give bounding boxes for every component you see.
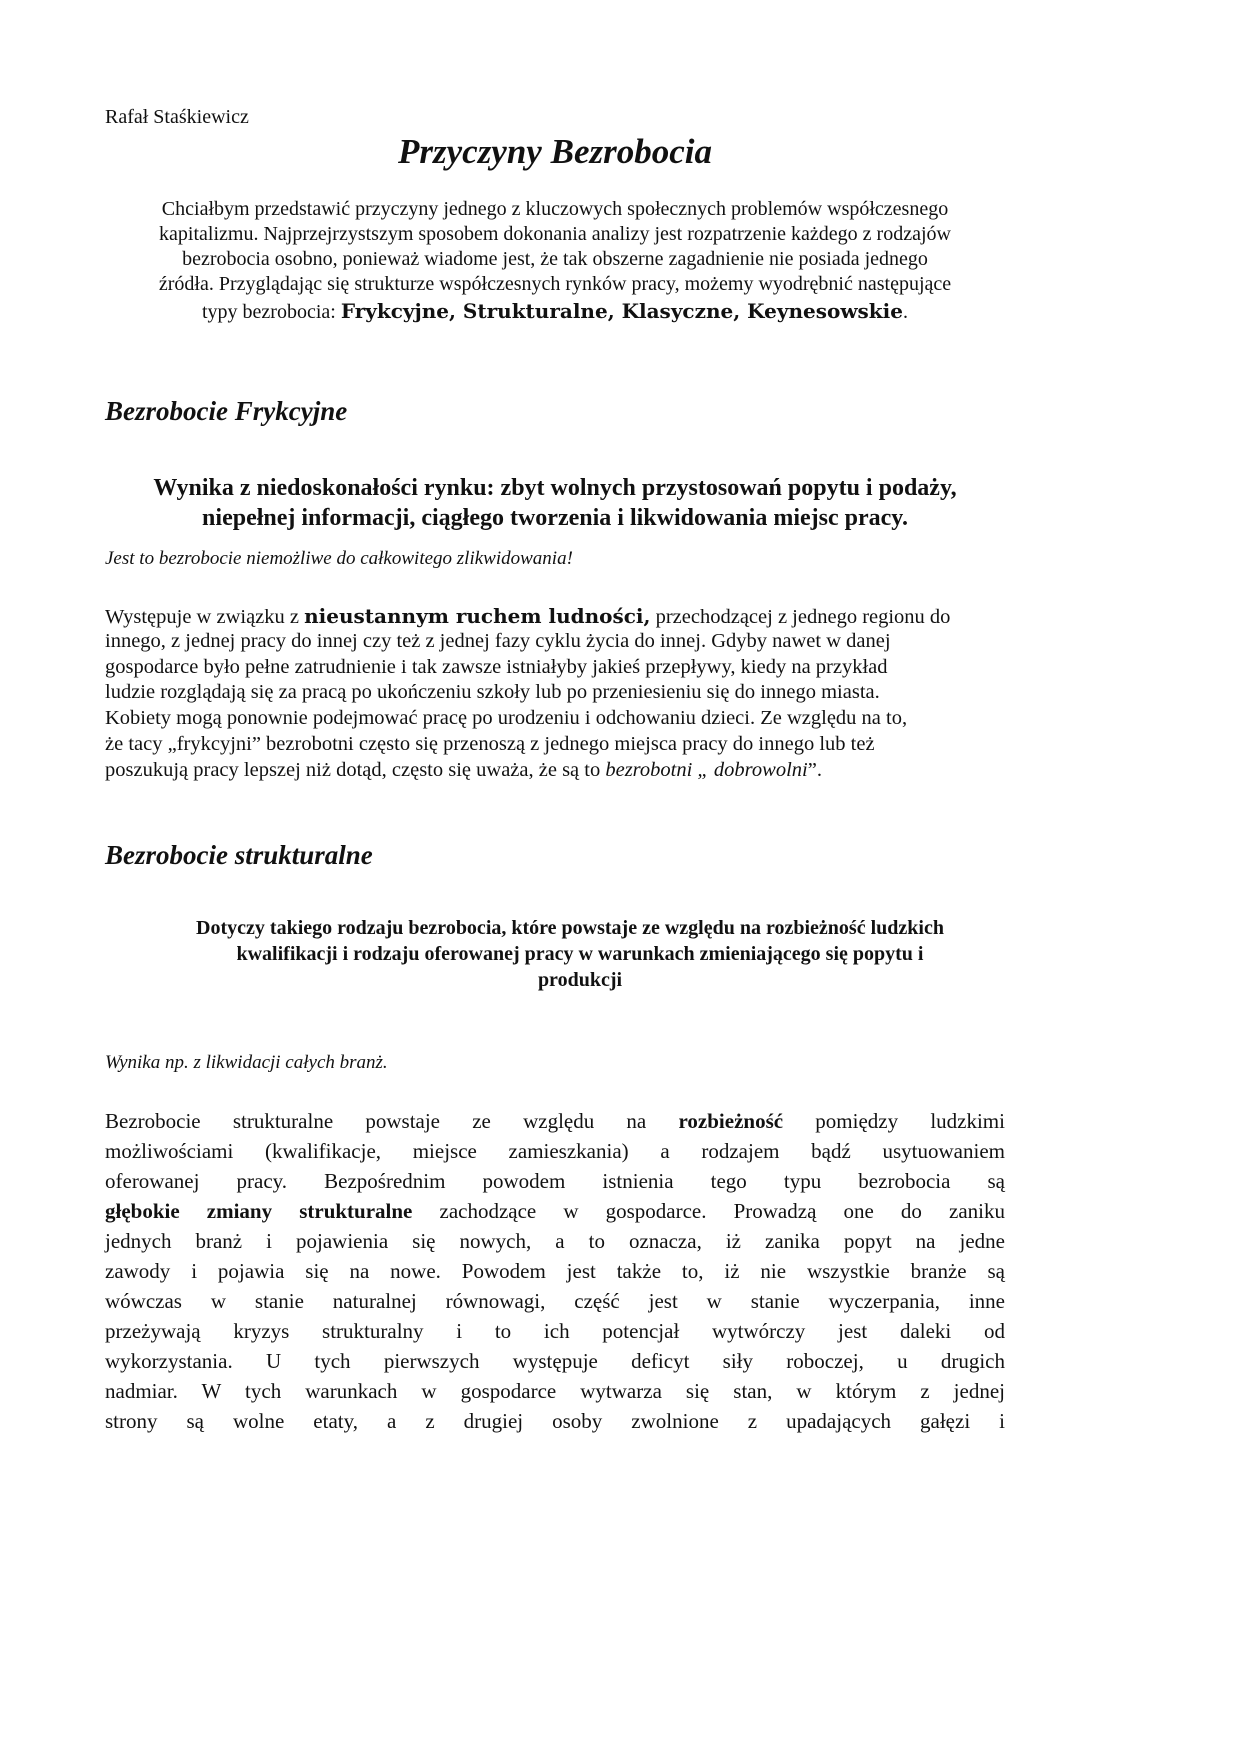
paragraph-line [105,604,1005,629]
text: zachodzące w gospodarce. Prowadzą one do zaniku [412,1199,1006,1223]
paragraph-line: przeżywają kryzys strukturalny i to ich potencjał wytwórczy jest daleki od [105,1319,1005,1343]
italic-note: Wynika np. z likwidacji całych branż. [105,1052,388,1073]
section-lead: produkcji [537,969,623,991]
paragraph-line: nadmiar. W tych warunkach w gospodarce wytwarza się stan, w którym z jednej [105,1379,1005,1403]
text: pomiędzy ludzkimi [783,1109,1005,1133]
section-lead: kwalifikacji i rodzaju oferowanej pracy w warunkach zmieniającego się popytu i [236,943,924,965]
text: przechodzącej z jednego regionu do [650,606,951,628]
intro-text: typy bezrobocia: [202,301,341,323]
bold-text: głębokie zmiany strukturalne [105,1199,413,1223]
paragraph-line: wykorzystania. U tych pierwszych występuje deficyt siły roboczej, u drugich [105,1349,1005,1373]
paragraph-line: że tacy „frykcyjni” bezrobotni często się przenoszą z jednego miejsca pracy do innego lub też [105,733,875,755]
section-lead: Dotyczy takiego rodzaju bezrobocia, które powstaje ze względu na rozbieżność ludzkich [196,917,944,939]
paragraph-line: ludzie rozglądają się za pracą po ukończeniu szkoły lub po przeniesieniu się do innego miasta. [105,681,880,703]
italic-text: bezrobotni „ dobrowolni [605,759,808,781]
text: Bezrobocie strukturalne powstaje ze względu na [105,1109,679,1133]
text: Występuje w związku z [105,606,305,628]
section-lead: Wynika z niedoskonałości rynku: zbyt wolnych przystosowań popytu i podaży, [153,475,957,501]
intro-line: Chciałbym przedstawić przyczyny jednego z kluczowych społecznych problemów współczesnego [161,198,949,220]
author-name: Rafał Staśkiewicz [105,106,249,128]
paragraph-line: innego, z jednej pracy do innej czy też z jednej fazy cyklu życia do innej. Gdyby nawet w danej [105,630,891,652]
text: poszukują pracy lepszej niż dotąd, często się uważa, że są to [105,759,606,781]
paragraph-line: możliwościami (kwalifikacje, miejsce zamieszkania) a rodzajem bądź usytuowaniem [105,1139,1005,1163]
paragraph-line: jednych branż i pojawienia się nowych, a to oznacza, iż zanika popyt na jedne [105,1229,1005,1253]
text: ”. [807,759,822,781]
paragraph-line: Kobiety mogą ponownie podejmować pracę po urodzeniu i odchowaniu dzieci. Ze względu na to, [105,707,908,729]
intro-line: bezrobocia osobno, ponieważ wiadome jest, że tak obszerne zagadnienie nie posiada jednego [182,248,928,270]
paragraph-line: gospodarce było pełne zatrudnienie i tak zawsze istniałyby jakieś przepływy, kiedy na przykład [105,656,888,678]
section-lead: niepełnej informacji, ciągłego tworzenia i likwidowania miejsc pracy. [202,505,908,531]
section-heading-structural: Bezrobocie strukturalne [105,840,373,870]
paragraph-line: zawody i pojawia się na nowe. Powodem jest także to, iż nie wszystkie branże są [105,1259,1005,1283]
intro-line: źródła. Przyglądając się strukturze współczesnych rynków pracy, możemy wyodrębnić następujące [158,273,952,295]
intro-text: . [902,301,908,323]
intro-line: kapitalizmu. Najprzejrzystszym sposobem dokonania analizy jest rozpatrzenie każdego z rodzajów [159,223,951,245]
paragraph-line: wówczas w stanie naturalnej równowagi, część jest w stanie wyczerpania, inne [105,1289,1005,1313]
intro-line [105,299,1005,324]
paragraph-line [105,759,1005,782]
bold-text: rozbieżność [678,1109,784,1133]
unemployment-types: Frykcyjne, Strukturalne, Klasyczne, Keynesowskie [340,299,903,323]
section-heading-frictional: Bezrobocie Frykcyjne [105,396,348,426]
italic-note: Jest to bezrobocie niemożliwe do całkowitego zlikwidowania! [105,548,573,569]
bold-text: nieustannym ruchem ludności, [304,604,651,628]
paragraph-line: strony są wolne etaty, a z drugiej osoby zwolnione z upadających gałęzi i [105,1409,1005,1433]
page-title: Przyczyny Bezrobocia [398,132,712,171]
paragraph-line [105,1198,1005,1224]
paragraph-line [105,1108,1005,1134]
paragraph-line: oferowanej pracy. Bezpośrednim powodem istnienia tego typu bezrobocia są [105,1169,1005,1193]
